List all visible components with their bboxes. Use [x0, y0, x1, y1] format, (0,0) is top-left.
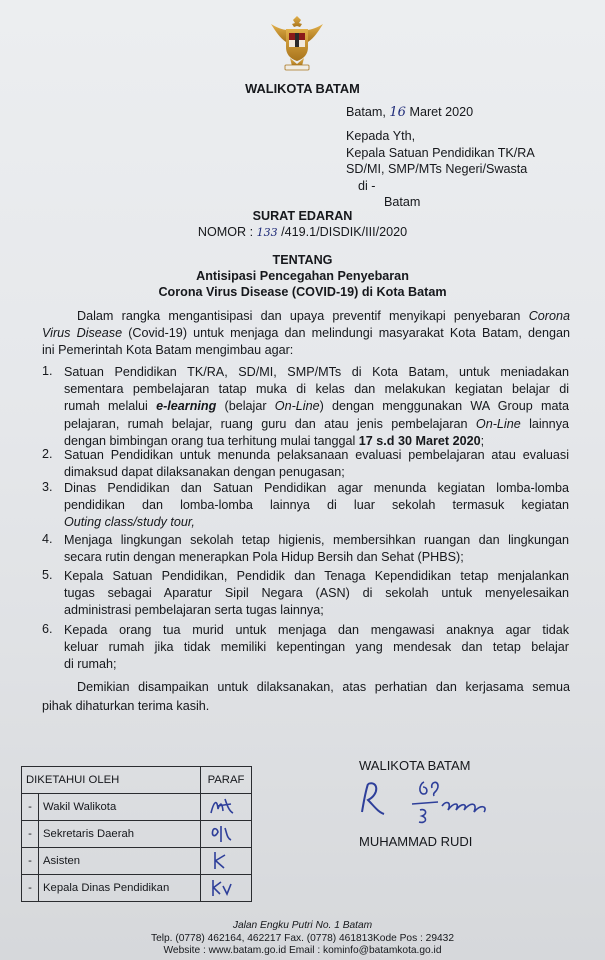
list-item-4: [64, 532, 569, 566]
item-line: Satuan Pendidikan untuk menunda pelaksanaan evaluasi pembelajaran atau evaluasi: [64, 448, 569, 462]
handwritten-number: 133: [256, 226, 278, 239]
recipient-line: Kepala Satuan Pendidikan TK/RA: [346, 145, 535, 160]
footer-web: Website : www.batam.go.id Email : kominfo@batamkota.go.id: [163, 945, 442, 956]
footer-phone: Telp. (0778) 462164, 462217 Fax. (0778) 461813Kode Pos : 29432: [150, 932, 455, 944]
letter-number: [0, 224, 605, 241]
initial-signature-icon: [205, 849, 239, 871]
recipient-line: di -: [358, 178, 376, 193]
item-line: Kepada orang tua murid untuk menjaga dan mengawasi anaknya agar tidak: [64, 623, 569, 637]
item-text: rumah melalui: [64, 399, 157, 414]
paraf-initial: [201, 794, 252, 821]
item-number: 3.: [42, 480, 53, 494]
item-number: 6.: [42, 622, 53, 636]
item-text: e-learning: [156, 399, 217, 414]
subject-line-2: Corona Virus Disease (COVID-19) di Kota Batam: [158, 285, 447, 299]
item-line: Menjaga lingkungan sekolah tetap higienis, membersihkan ruangan dan lingkungan: [64, 533, 569, 547]
row-dash: -: [22, 848, 39, 875]
initial-signature-icon: [205, 822, 239, 844]
footer: [0, 920, 605, 958]
paraf-initial: [201, 821, 252, 848]
footer-address: Jalan Engku Putri No. 1 Batam: [232, 920, 373, 931]
closing-line: Demikian disampaikan untuk dilaksanakan, atas perhatian dan kerjasama semua: [77, 680, 570, 694]
recipient-greeting: Kepada Yth,: [346, 129, 416, 143]
item-number: 4.: [42, 532, 53, 546]
list-item-3: [64, 480, 569, 532]
item-date-range: 17 s.d 30 Maret 2020: [358, 433, 481, 448]
table-header-row: [22, 767, 252, 794]
item-line: di rumah;: [64, 657, 117, 672]
initial-signature-icon: [205, 795, 239, 817]
item-line: keluar rumah jika tidak memiliki kepentingan yang mendesak dan tetap belajar: [64, 640, 569, 655]
number-prefix: NOMOR :: [197, 225, 254, 239]
item-line: Outing class/study tour,: [64, 515, 195, 530]
row-dash: -: [22, 821, 39, 848]
intro-text: ini Pemerintah Kota Batam mengimbau agar:: [42, 343, 294, 358]
recipient-city: Batam: [384, 195, 421, 209]
row-label: Kepala Dinas Pendidikan: [39, 875, 201, 902]
intro-text: Virus Disease: [42, 326, 123, 341]
signatory-name: MUHAMMAD RUDI: [359, 834, 473, 849]
month-year: Maret 2020: [409, 105, 474, 119]
list-item-5: [64, 568, 569, 620]
item-line: sementara pembelajaran tatap muka di kelas dan melakukan kegiatan belajar di: [64, 382, 569, 397]
handwritten-signature: [356, 772, 506, 835]
item-number: 2.: [42, 447, 53, 461]
item-text: On-Line: [475, 416, 521, 431]
item-line: Kepala Satuan Pendidikan, Pendidik dan Tenaga Kependidikan tetap menjalankan: [64, 569, 569, 583]
header-known-by: DIKETAHUI OLEH: [22, 767, 201, 794]
row-dash: -: [22, 875, 39, 902]
header-paraf: PARAF: [201, 767, 252, 794]
paraf-initial: [201, 875, 252, 902]
intro-paragraph: [42, 308, 570, 360]
item-text: ) dengan menggunakan WA Group mata: [319, 399, 569, 414]
item-text: ;: [480, 433, 485, 448]
item-line: secara rutin dengan menerapkan Pola Hidup Bersih dan Sehat (PHBS);: [64, 550, 464, 565]
list-item-6: [64, 622, 569, 674]
item-line: Dinas Pendidikan dan Satuan Pendidikan agar menunda kegiatan lomba-lomba: [64, 481, 569, 495]
garuda-emblem: [266, 12, 328, 74]
letterhead-title: WALIKOTA BATAM: [245, 81, 360, 96]
letter-title: SURAT EDARAN: [252, 209, 353, 223]
closing-paragraph: [42, 678, 570, 716]
initial-signature-icon: [205, 876, 239, 898]
recipient-block: [346, 128, 535, 211]
approval-table: [21, 766, 252, 902]
intro-text: Dalam rangka mengantisipasi dan upaya preventif menyikapi penyebaran: [77, 309, 529, 323]
signature-office: WALIKOTA BATAM: [359, 758, 471, 773]
table-row: [22, 794, 252, 821]
item-text: On-Line: [274, 399, 320, 414]
recipient-line: SD/MI, SMP/MTs Negeri/Swasta: [346, 162, 528, 176]
row-label: Wakil Walikota: [39, 794, 201, 821]
item-line: pendidikan dan lomba-lomba lainnya di luar sekolah termasuk kegiatan: [64, 498, 569, 513]
paraf-initial: [201, 848, 252, 875]
subject-line-1: Antisipasi Pencegahan Penyebaran: [196, 269, 409, 283]
row-label: Asisten: [39, 848, 201, 875]
garuda-pancasila-icon: [266, 12, 328, 74]
table-row: [22, 875, 252, 902]
row-label: Sekretaris Daerah: [39, 821, 201, 848]
handwritten-day: 16: [389, 105, 406, 120]
item-number: 5.: [42, 568, 53, 582]
item-text: pelajaran, rumah belajar, ruang guru dan atau jenis pembelajaran: [64, 416, 476, 431]
item-number: 1.: [42, 364, 53, 378]
item-line: administrasi pembelajaran serta tugas lainnya;: [64, 603, 324, 618]
row-dash: -: [22, 794, 39, 821]
list-item-1: [64, 364, 569, 450]
item-text: (belajar: [216, 399, 275, 414]
city: Batam,: [346, 105, 386, 119]
item-text: lainnya: [520, 416, 569, 431]
table-row: [22, 821, 252, 848]
item-line: tugas sebagai Aparatur Sipil Negara (ASN) di sekolah untuk menyelesaikan: [64, 586, 569, 601]
item-line: Satuan Pendidikan TK/RA, SD/MI, SMP/MTs di Kota Batam, untuk meniadakan: [64, 365, 569, 379]
intro-text: (Covid-19) untuk menjaga dan melindungi masyarakat Kota Batam, dengan: [122, 326, 570, 341]
place-date: [346, 104, 473, 121]
intro-text: Corona: [528, 309, 570, 323]
signature-scribble-icon: [356, 772, 506, 830]
item-text: dengan bimbingan orang tua terhitung mulai tanggal: [64, 433, 359, 448]
list-item-2: [64, 447, 569, 481]
about-label: TENTANG: [272, 253, 333, 267]
item-line: dimaksud dapat dilaksanakan dengan penugasan;: [64, 465, 345, 480]
table-row: [22, 848, 252, 875]
number-suffix: /419.1/DISDIK/III/2020: [281, 225, 408, 239]
closing-line: pihak dihaturkan terima kasih.: [42, 699, 210, 713]
